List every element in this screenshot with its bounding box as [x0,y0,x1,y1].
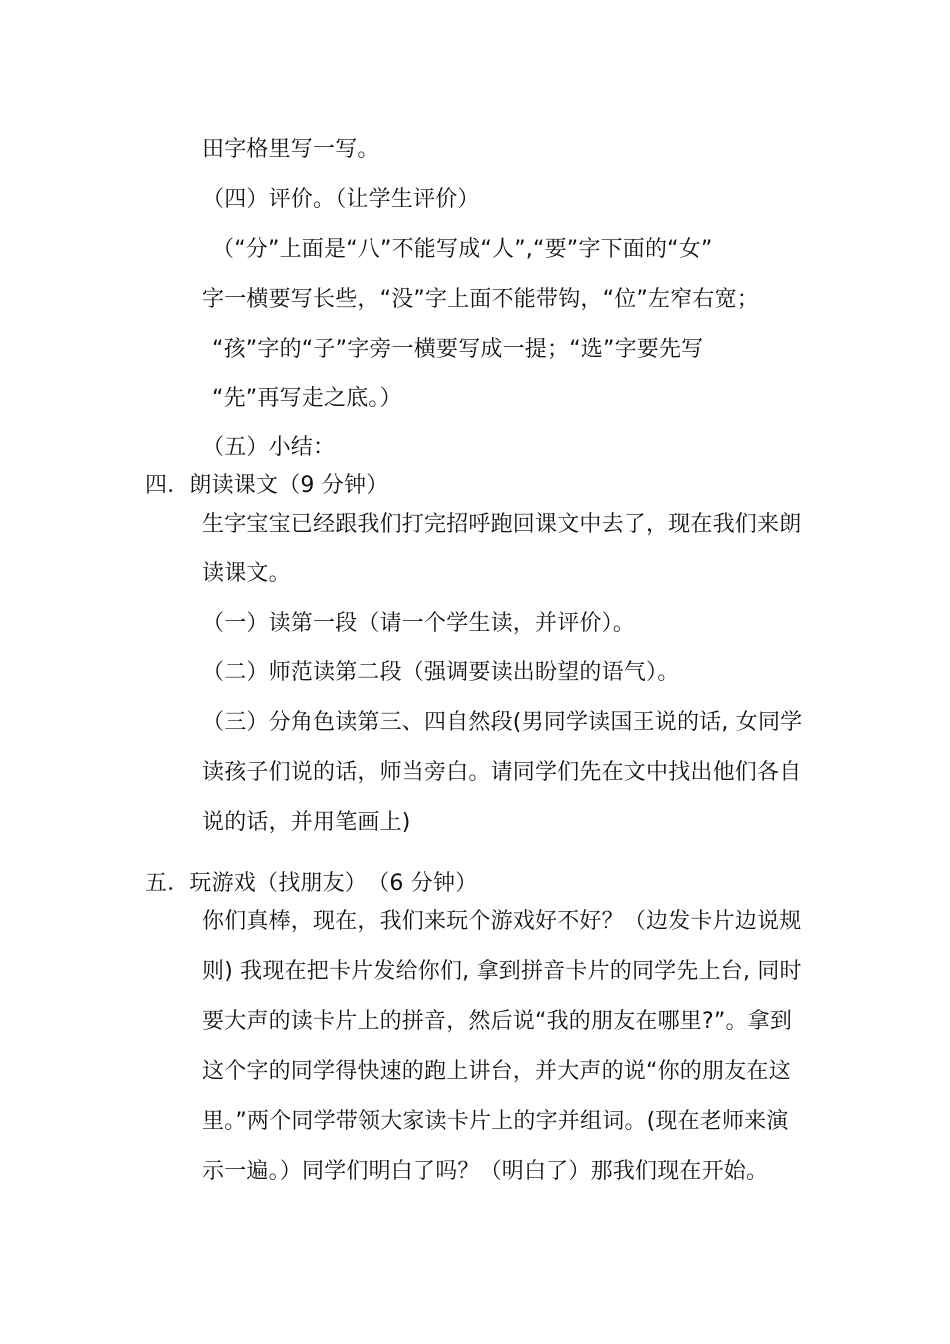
paragraph-line: 说的话，并用笔画上) [202,810,411,835]
paragraph-line: 生字宝宝已经跟我们打完招呼跑回课文中去了，现在我们来朗 [202,512,802,537]
paragraph-line: 字一横要写长些，“没”字上面不能带钩，“位”左窄右宽； [202,287,759,312]
paragraph-line: “孩”字的“子”字旁一横要写成一提；“选”字要先写 [212,337,704,362]
paragraph-line: “先”再写走之底。） [212,386,402,411]
section-heading: （四）评价。（让学生评价） [202,187,480,212]
paragraph-line: 则) 我现在把卡片发给你们, 拿到拼音卡片的同学先上台, 同时 [202,959,802,984]
paragraph-line: （“分”上面是“八”不能写成“人”,“要”字下面的“女” [212,237,713,262]
paragraph-line: 要大声的读卡片上的拼音，然后说“我的朋友在哪里?”。拿到 [202,1009,793,1034]
chapter-heading: 五．玩游戏（找朋友） （6 分钟） [145,871,478,896]
paragraph-line: 你们真棒，现在，我们来玩个游戏好不好？（边发卡片边说规 [202,909,802,934]
paragraph-line: 这个字的同学得快速的跑上讲台，并大声的说“你的朋友在这 [202,1059,791,1084]
paragraph-line: 读孩子们说的话，师当旁白。请同学们先在文中找出他们各自 [202,760,802,785]
paragraph-line: 里。”两个同学带领大家读卡片上的字并组词。(现在老师来演 [202,1109,789,1134]
paragraph-line: 田字格里写一写。 [202,137,380,162]
chapter-heading: 四．朗读课文（9 分钟） [145,473,389,498]
paragraph-line: 读课文。 [202,561,291,586]
section-heading: （三）分角色读第三、四自然段(男同学读国王说的话, 女同学 [202,710,803,735]
section-heading: （五）小结： [202,435,336,460]
section-heading: （二）师范读第二段（强调要读出盼望的语气）。 [202,660,680,685]
paragraph-line: 示一遍。）同学们明白了吗？（明白了）那我们现在开始。 [202,1159,769,1184]
section-heading: （一）读第一段（请一个学生读，并评价）。 [202,611,636,636]
